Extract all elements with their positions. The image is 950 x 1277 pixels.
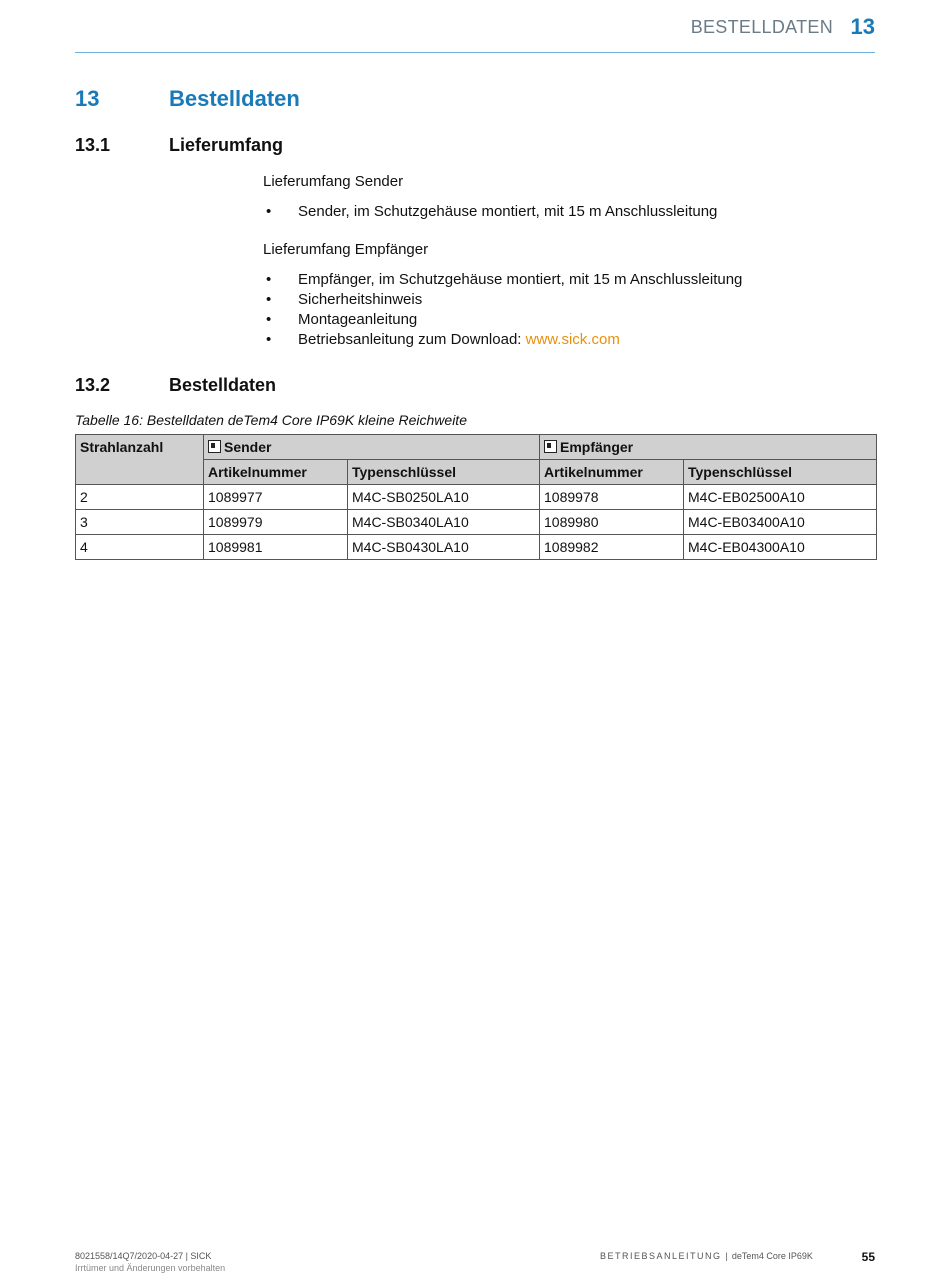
cell-sender-article: 1089979 <box>204 510 348 535</box>
cell-beams: 3 <box>76 510 204 535</box>
footer-document-id: 8021558/14Q7/2020-04-27 | SICK <box>75 1251 212 1261</box>
cell-receiver-type: M4C-EB03400A10 <box>684 510 877 535</box>
header-sender-article: Artikelnummer <box>204 460 348 485</box>
table-header-row <box>76 435 877 460</box>
section-heading-13-2 <box>75 375 276 396</box>
list-item: • Empfänger, im Schutzgehäuse montiert, mit 15 m Anschlussleitung <box>263 270 742 290</box>
header-receiver-group <box>540 435 877 460</box>
cell-receiver-article: 1089980 <box>540 510 684 535</box>
section-number: 13.2 <box>75 375 111 395</box>
footer-document-info <box>75 1250 225 1274</box>
receiver-icon <box>544 440 557 453</box>
table-row <box>76 535 877 560</box>
section-number: 13.1 <box>75 135 111 155</box>
footer-product-name: deTem4 Core IP69K <box>729 1251 813 1261</box>
footer-manual-label: BETRIEBSANLEITUNG | <box>600 1251 730 1261</box>
section-title: Lieferumfang <box>169 135 284 155</box>
cell-sender-article: 1089981 <box>204 535 348 560</box>
header-chapter-number: 13 <box>850 14 875 39</box>
cell-beams: 4 <box>76 535 204 560</box>
receiver-scope-list <box>263 270 742 350</box>
header-receiver-type: Typenschlüssel <box>684 460 877 485</box>
cell-sender-type: M4C-SB0250LA10 <box>348 485 540 510</box>
download-label: Betriebsanleitung zum Download: <box>298 331 526 348</box>
sick-website-link[interactable]: www.sick.com <box>525 331 620 348</box>
order-data-table <box>75 434 877 560</box>
sender-scope-list <box>263 202 717 222</box>
cell-receiver-type: M4C-EB02500A10 <box>684 485 877 510</box>
list-item-download <box>263 330 742 350</box>
cell-receiver-type: M4C-EB04300A10 <box>684 535 877 560</box>
chapter-number: 13 <box>75 86 100 111</box>
sender-group-label: Sender <box>224 439 272 455</box>
cell-sender-type: M4C-SB0340LA10 <box>348 510 540 535</box>
cell-beams: 2 <box>76 485 204 510</box>
header-sender-group <box>204 435 540 460</box>
table-caption: Tabelle 16: Bestelldaten deTem4 Core IP69K kleine Reichweite <box>75 412 467 428</box>
footer-disclaimer: Irrtümer und Änderungen vorbehalten <box>75 1263 226 1273</box>
sender-scope-heading: Lieferumfang Sender <box>263 173 404 190</box>
list-item: • Sicherheitshinweis <box>263 290 742 310</box>
section-title: Bestelldaten <box>169 375 277 395</box>
header-divider <box>75 52 875 53</box>
cell-receiver-article: 1089982 <box>540 535 684 560</box>
footer-manual-title <box>600 1251 813 1261</box>
header-sender-type: Typenschlüssel <box>348 460 540 485</box>
page-number: 55 <box>861 1250 875 1264</box>
receiver-scope-heading: Lieferumfang Empfänger <box>263 241 429 258</box>
chapter-heading <box>75 86 300 112</box>
header-beam-count: Strahlanzahl <box>76 435 204 485</box>
chapter-title: Bestelldaten <box>169 86 300 111</box>
cell-sender-article: 1089977 <box>204 485 348 510</box>
header-label: BESTELLDATEN <box>690 17 833 37</box>
header-receiver-article: Artikelnummer <box>540 460 684 485</box>
table-row <box>76 510 877 535</box>
sender-icon <box>208 440 221 453</box>
section-heading-13-1 <box>75 135 283 156</box>
cell-sender-type: M4C-SB0430LA10 <box>348 535 540 560</box>
list-item: • Montageanleitung <box>263 310 742 330</box>
table-row <box>76 485 877 510</box>
cell-receiver-article: 1089978 <box>540 485 684 510</box>
list-item: • Sender, im Schutzgehäuse montiert, mit 15 m Anschlussleitung <box>263 202 717 222</box>
receiver-group-label: Empfänger <box>560 439 634 455</box>
